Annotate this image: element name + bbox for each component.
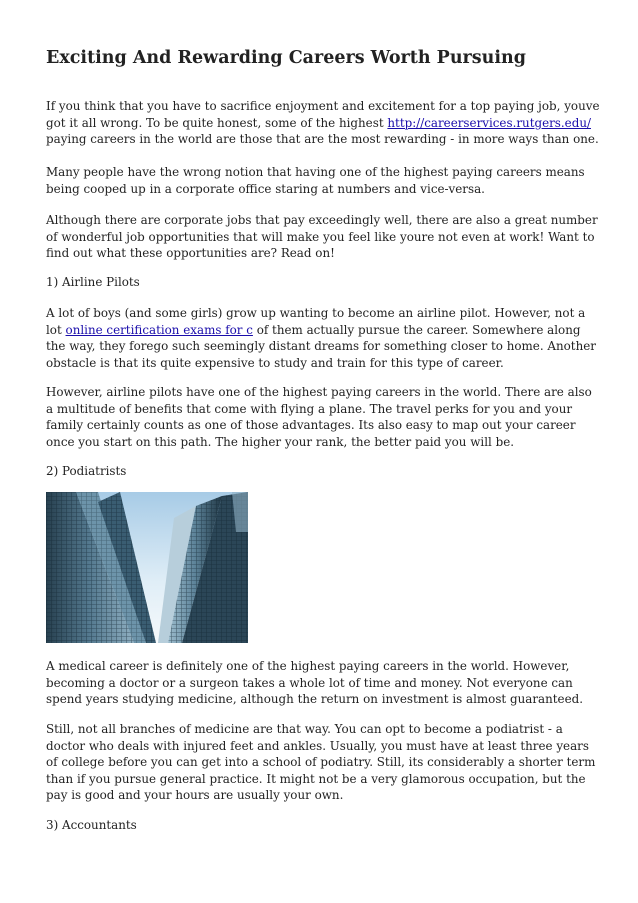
paragraph-pilots-1: A lot of boys (and some girls) grow up wanting to become an airline pilot. However, not a lot online certification exams for c of them actually pursue the career. Somewhere along the way, they forego such seemingly distant dreams for something closer to home. Another obstacle is that its quite expensive to study and train for this type of career. [46,306,596,370]
heading-podiatrists: 2) Podiatrists [46,464,127,478]
heading-airline-pilots: 1) Airline Pilots [46,275,140,289]
paragraph-pilots-2: However, airline pilots have one of the highest paying careers in the world. There are also a multitude of benefits that come with flying a plane. The travel perks for you and your family certainly counts as one of those advantages. Its also easy to map out your career once you start on this path. The higher your rank, the better paid you will be. [46,385,592,449]
page-title: Exciting And Rewarding Careers Worth Pursuing [46,48,526,68]
careerservices-link[interactable]: http://careerservices.rutgers.edu/ [387,115,591,130]
heading-accountants: 3) Accountants [46,818,137,832]
paragraph-medical: A medical career is definitely one of the highest paying careers in the world. However, becoming a doctor or a surgeon takes a whole lot of time and money. Not everyone can spend years studying medicine, although the return on investment is almost guaranteed. [46,659,584,706]
paragraph-notion: Many people have the wrong notion that having one of the highest paying careers means being cooped up in a corporate office staring at numbers and vice-versa. [46,165,585,196]
paragraph-corporate: Although there are corporate jobs that pay exceedingly well, there are also a great number of wonderful job opportunities that will make you feel like youre not even at work! Want to find out what these opportunities are? Read on! [46,213,598,260]
skyscrapers-photo [46,492,248,643]
paragraph-podiatrist: Still, not all branches of medicine are that way. You can opt to become a podiatrist - a doctor who deals with injured feet and ankles. Usually, you must have at least three years of college before you can get into a school of podiatry. Still, its considerably a shorter term than if you pursue general practice. It might not be a very glamorous occupation, but the pay is good and your hours are usually your own. [46,722,596,802]
online-certification-link[interactable]: online certification exams for c [65,322,253,337]
paragraph-intro: If you think that you have to sacrifice enjoyment and excitement for a top paying job, youve got it all wrong. To be quite honest, some of the highest http://careerservices.rutgers.edu/ paying careers in the world are those that are the most rewarding - in more ways than one. [46,99,600,146]
